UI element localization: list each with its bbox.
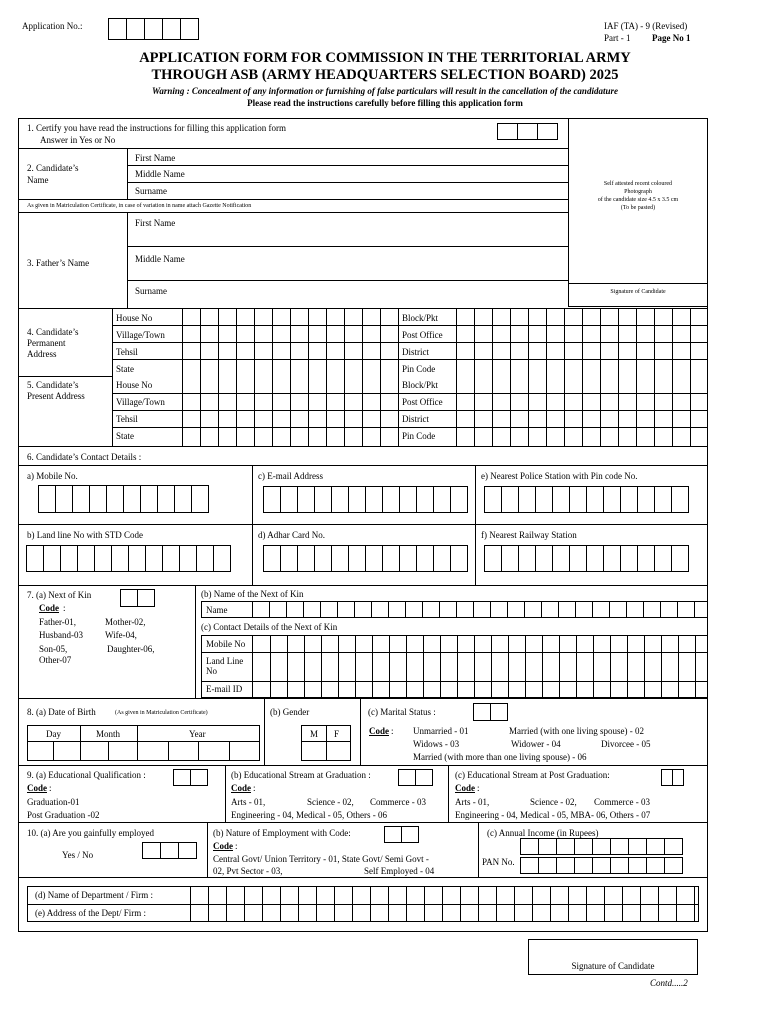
- q2-middle-label: Middle Name: [135, 169, 185, 179]
- q7-landline-label2: No: [206, 666, 217, 676]
- warning-text: Warning : Concealment of any information or furnishing of false particulars will result in the cancellation of the candidature: [152, 86, 618, 96]
- q8-unmarried: Unmarried - 01: [413, 726, 469, 736]
- q10-yesno: Yes / No: [62, 850, 94, 860]
- q9-c-code: Code: [455, 783, 475, 793]
- q4-tehsil: Tehsil: [116, 347, 138, 357]
- part-label: Part - 1: [604, 33, 631, 43]
- q2-label: 2. Candidate’s: [27, 163, 79, 173]
- instruction-text: Please read the instructions carefully before filling this application form: [247, 98, 523, 108]
- q9-b-line2: Engineering - 04, Medical - 05, Others - 06: [231, 810, 387, 820]
- q9-c-line2: Engineering - 04, Medical - 05, MBA- 06, Others - 07: [455, 810, 651, 820]
- q6-police-label: e) Nearest Police Station with Pin code No.: [481, 471, 638, 481]
- form-title-line1: APPLICATION FORM FOR COMMISSION IN THE TERRITORIAL ARMY: [139, 50, 631, 66]
- q1-sub: Answer in Yes or No: [40, 135, 116, 145]
- police-station-boxes[interactable]: [484, 486, 688, 513]
- q8-gender-m: M: [310, 729, 319, 739]
- q10-b-code: Code: [213, 841, 233, 851]
- q5-state: State: [116, 431, 134, 441]
- q8-code: Code: [369, 726, 389, 736]
- q9-c-arts: Arts - 01,: [455, 797, 490, 807]
- q4-house: House No: [116, 313, 153, 323]
- q3-first-label: First Name: [135, 218, 176, 228]
- q6-railway-label: f) Nearest Railway Station: [481, 530, 577, 540]
- q1-label: 1. Certify you have read the instructions for filling this application form: [27, 123, 286, 133]
- q10-dept-label: (d) Name of Department / Firm :: [35, 890, 153, 900]
- q10-a-label: 10. (a) Are you gainfully employed: [27, 828, 154, 838]
- q4-block: Block/Pkt: [402, 313, 439, 323]
- q8-gender-f: F: [334, 729, 340, 739]
- aadhar-boxes[interactable]: [263, 545, 467, 572]
- q8-year: Year: [189, 729, 206, 739]
- email-boxes[interactable]: [263, 486, 467, 513]
- q7-b-label: (b) Name of the Next of Kin: [201, 589, 304, 599]
- page-number: Page No 1: [652, 33, 691, 43]
- q7-code-son: Son-05,: [39, 644, 68, 654]
- q9-b-commerce: Commerce - 03: [370, 797, 426, 807]
- q2-label2: Name: [27, 175, 49, 185]
- q4-state: State: [116, 364, 134, 374]
- q7-code-wife: Wife-04,: [105, 630, 137, 640]
- q8-marital-boxes[interactable]: [473, 703, 507, 721]
- railway-station-boxes[interactable]: [484, 545, 688, 572]
- q7-code-husband: Husband-03: [39, 630, 83, 640]
- q9-a-code: Code: [27, 783, 47, 793]
- q8-label: 8. (a) Date of Birth: [27, 707, 96, 717]
- q8-widows: Widows - 03: [413, 739, 460, 749]
- photo-signature-label: Signature of Candidate: [610, 289, 666, 295]
- q7-name-label: Name: [206, 605, 228, 615]
- q8-marital-label: (c) Marital Status :: [368, 707, 436, 717]
- q8-married-one: Married (with one living spouse) - 02: [509, 726, 644, 736]
- application-no-label: Application No.:: [22, 21, 83, 31]
- q2-surname-label: Surname: [135, 186, 167, 196]
- q10-c-label: (c) Annual Income (in Rupees): [487, 828, 599, 838]
- q8-divorcee: Divorcee - 05: [601, 739, 651, 749]
- application-no-boxes[interactable]: [108, 18, 198, 40]
- q9-a-label: 9. (a) Educational Qualification :: [27, 770, 146, 780]
- annual-income-boxes[interactable]: [520, 838, 682, 855]
- q4-post: Post Office: [402, 330, 443, 340]
- q3-middle-label: Middle Name: [135, 254, 185, 264]
- q4-district: District: [402, 347, 429, 357]
- q1-answer-boxes[interactable]: [497, 123, 557, 140]
- q9-c-science: Science - 02,: [530, 797, 577, 807]
- q10-pan-label: PAN No.: [482, 857, 515, 867]
- q7-code-boxes[interactable]: [120, 589, 154, 607]
- q7-code-mother: Mother-02,: [105, 617, 146, 627]
- q6-landline-label: b) Land line No with STD Code: [27, 530, 143, 540]
- q9-pg: Post Graduation -02: [27, 810, 100, 820]
- q5-post: Post Office: [402, 397, 443, 407]
- q9-c-commerce: Commerce - 03: [594, 797, 650, 807]
- q5-village: Village/Town: [116, 397, 165, 407]
- q5-house: House No: [116, 380, 153, 390]
- form-title-line2: THROUGH ASB (ARMY HEADQUARTERS SELECTION BOARD) 2025: [151, 67, 619, 83]
- q8-dob-block: [27, 725, 260, 761]
- photo-line2: Photograph: [624, 189, 652, 195]
- q7-code: Code: [39, 603, 59, 613]
- q4-label1: 4. Candidate’s: [27, 327, 79, 337]
- q9-c-boxes[interactable]: [661, 769, 683, 786]
- form-code: IAF (TA) - 9 (Revised): [604, 21, 688, 31]
- q8-gender-label: (b) Gender: [270, 707, 310, 717]
- q10-b-line2a: 02, Pvt Sector - 03,: [213, 866, 283, 876]
- q10-b-boxes[interactable]: [384, 826, 418, 843]
- photo-line1: Self attested recent coloured: [603, 181, 673, 187]
- landline-boxes[interactable]: [26, 545, 230, 572]
- q9-a-boxes[interactable]: [173, 769, 207, 786]
- photo-line3: of the candidate size 4.5 x 3.5 cm: [597, 197, 679, 203]
- pan-no-boxes[interactable]: [520, 857, 682, 874]
- q6-email-label: c) E-mail Address: [258, 471, 323, 481]
- q9-b-boxes[interactable]: [398, 769, 432, 786]
- q8-widower: Widower - 04: [511, 739, 561, 749]
- q5-label2: Present Address: [27, 391, 85, 401]
- q4-label3: Address: [27, 349, 57, 359]
- q10-address-label: (e) Address of the Dept/ Firm :: [35, 908, 146, 918]
- q7-contact-block: [201, 635, 708, 698]
- mobile-no-boxes[interactable]: [38, 485, 208, 513]
- q7-label: 7. (a) Next of Kin: [27, 590, 92, 600]
- q9-b-code: Code: [231, 783, 251, 793]
- q8-note: (As given in Matriculation Certificate): [115, 710, 208, 716]
- q7-code-father: Father-01,: [39, 617, 77, 627]
- q5-block: Block/Pkt: [402, 380, 439, 390]
- q6-aadhar-label: d) Adhar Card No.: [258, 530, 325, 540]
- q8-month: Month: [96, 729, 121, 739]
- q4-pin: Pin Code: [402, 364, 436, 374]
- q7-mobile-label: Mobile No: [206, 639, 246, 649]
- q4-label2: Permanent: [27, 338, 66, 348]
- q7-name-row[interactable]: [201, 601, 708, 618]
- q8-day: Day: [46, 729, 61, 739]
- q9-c-label: (c) Educational Stream at Post Graduation:: [455, 770, 610, 780]
- q3-surname-label: Surname: [135, 286, 167, 296]
- q9-b-label: (b) Educational Stream at Graduation :: [231, 770, 371, 780]
- footer-signature-label: Signature of Candidate: [571, 961, 655, 971]
- q6-mobile-label: a) Mobile No.: [27, 471, 78, 481]
- q7-code-daughter: Daughter-06,: [107, 644, 155, 654]
- photo-line4: (To be pasted): [620, 205, 656, 211]
- q7-code-other: Other-07: [39, 655, 72, 665]
- q10-a-boxes[interactable]: [142, 842, 196, 859]
- q3-label: 3. Father’s Name: [27, 258, 90, 268]
- q6-label: 6. Candidate’s Contact Details :: [27, 452, 142, 462]
- q9-grad: Graduation-01: [27, 797, 80, 807]
- q2-first-label: First Name: [135, 153, 176, 163]
- q7-c-label: (c) Contact Details of the Next of Kin: [201, 622, 338, 632]
- q5-label1: 5. Candidate’s: [27, 380, 79, 390]
- q5-district: District: [402, 414, 429, 424]
- q2-note: As given in Matriculation Certificate, in case of variation in name attach Gazette Notification: [27, 203, 252, 209]
- footer-contd: Contd.....2: [650, 978, 688, 988]
- q7-landline-label1: Land Line: [206, 656, 244, 666]
- q5-tehsil: Tehsil: [116, 414, 138, 424]
- q4-village: Village/Town: [116, 330, 165, 340]
- q7-email-label: E-mail ID: [206, 684, 243, 694]
- q10-b-label: (b) Nature of Employment with Code:: [213, 828, 351, 838]
- q8-married-more: Married (with more than one living spouse) - 06: [413, 752, 587, 762]
- q5-pin: Pin Code: [402, 431, 436, 441]
- q9-b-science: Science - 02,: [307, 797, 354, 807]
- q10-b-line2b: Self Employed - 04: [364, 866, 435, 876]
- q10-b-line1: Central Govt/ Union Territory - 01, State Govt/ Semi Govt -: [213, 854, 429, 864]
- q9-b-arts: Arts - 01,: [231, 797, 266, 807]
